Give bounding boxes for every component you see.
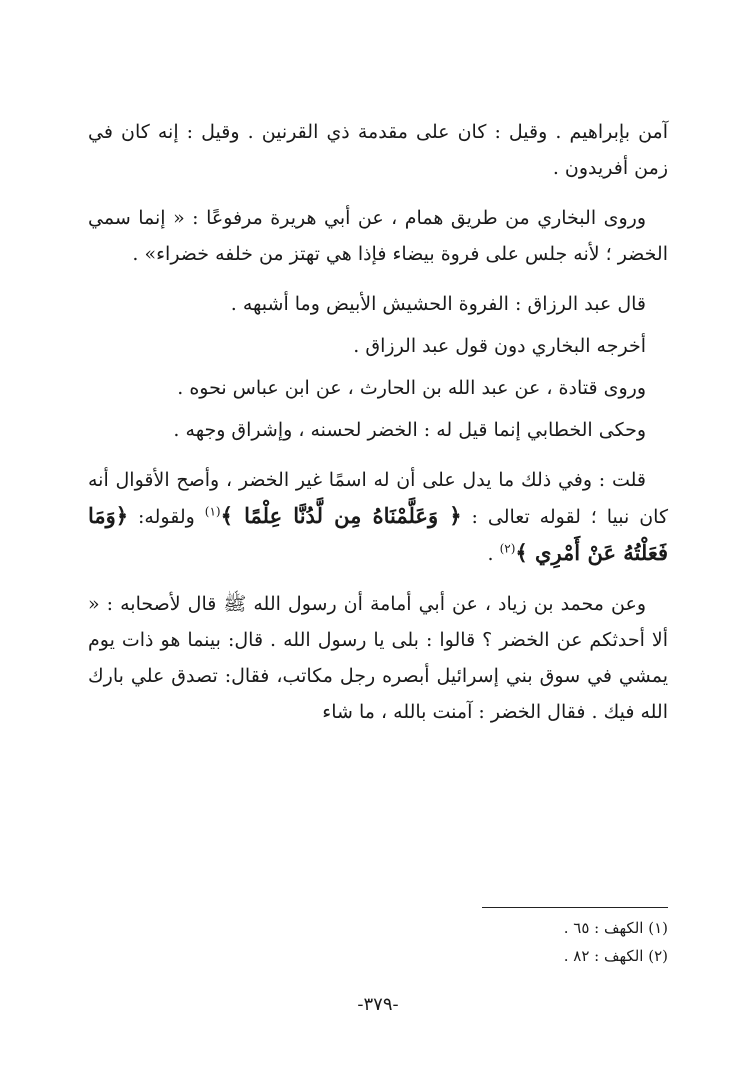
footnotes [88, 914, 668, 970]
footnote-2: (٢) الكهف : ٨٢ . [563, 947, 668, 965]
paragraph-3: قال عبد الرزاق : الفروة الحشيش الأبيض وما أشبهه . [230, 293, 646, 315]
main-text [88, 114, 668, 744]
paragraph-5: وروى قتادة ، عن عبد الله بن الحارث ، عن ابن عباس نحوه . [177, 377, 646, 399]
paragraph-6: وحكى الخطابي إنما قيل له : الخضر لحسنه ، وإشراق وجهه . [173, 419, 646, 441]
footnote-1: (١) الكهف : ٦٥ . [563, 919, 668, 937]
qult-mid: ولقوله: [138, 506, 195, 528]
paragraph-4: أخرجه البخاري دون قول عبد الرزاق . [353, 335, 646, 357]
paragraph-1: آمن بإبراهيم . وقيل : كان على مقدمة ذي القرنين . وقيل : إنه كان في زمن أفريدون . [88, 121, 668, 179]
footnote-ref-1: (١) [204, 504, 221, 519]
quran-verse-2: ﴿وَمَا فَعَلْتُهُ عَنْ أَمْرِي ﴾ [88, 503, 668, 565]
paragraph-qult [88, 462, 668, 572]
paragraph-2: وروى البخاري من طريق همام ، عن أبي هريرة مرفوعًا : « إنما سمي الخضر ؛ لأنه جلس على فروة بيضاء فإذا هي تهتز من خلفه خضراء» . [88, 207, 668, 265]
qult-end: . [487, 543, 494, 565]
paragraph-hadith: وعن محمد بن زياد ، عن أبي أمامة أن رسول الله ﷺ قال لأصحابه : « ألا أحدثكم عن الخضر ؟ قالوا : بلى يا رسول الله . قال: بينما هو ذات يوم يمشي في سوق بني إسرائيل أبصره رجل مكاتب، فقال: تصدق علي بارك الله فيك . فقال الخضر : آمنت بالله ، ما شاء [88, 593, 668, 723]
footnote-divider [482, 907, 668, 908]
qult-intro: قلت : وفي ذلك ما يدل على أن له اسمًا غير الخضر ، وأصح الأقوال أنه كان نبيا ؛ لقوله تعالى : [88, 469, 669, 528]
page-number: -٣٧٩- [357, 994, 399, 1015]
footnote-ref-2: (٢) [499, 541, 516, 556]
quran-verse-1: ﴿ وَعَلَّمْنَاهُ مِن لَّدُنَّا عِلْمًا ﴾ [220, 503, 462, 528]
